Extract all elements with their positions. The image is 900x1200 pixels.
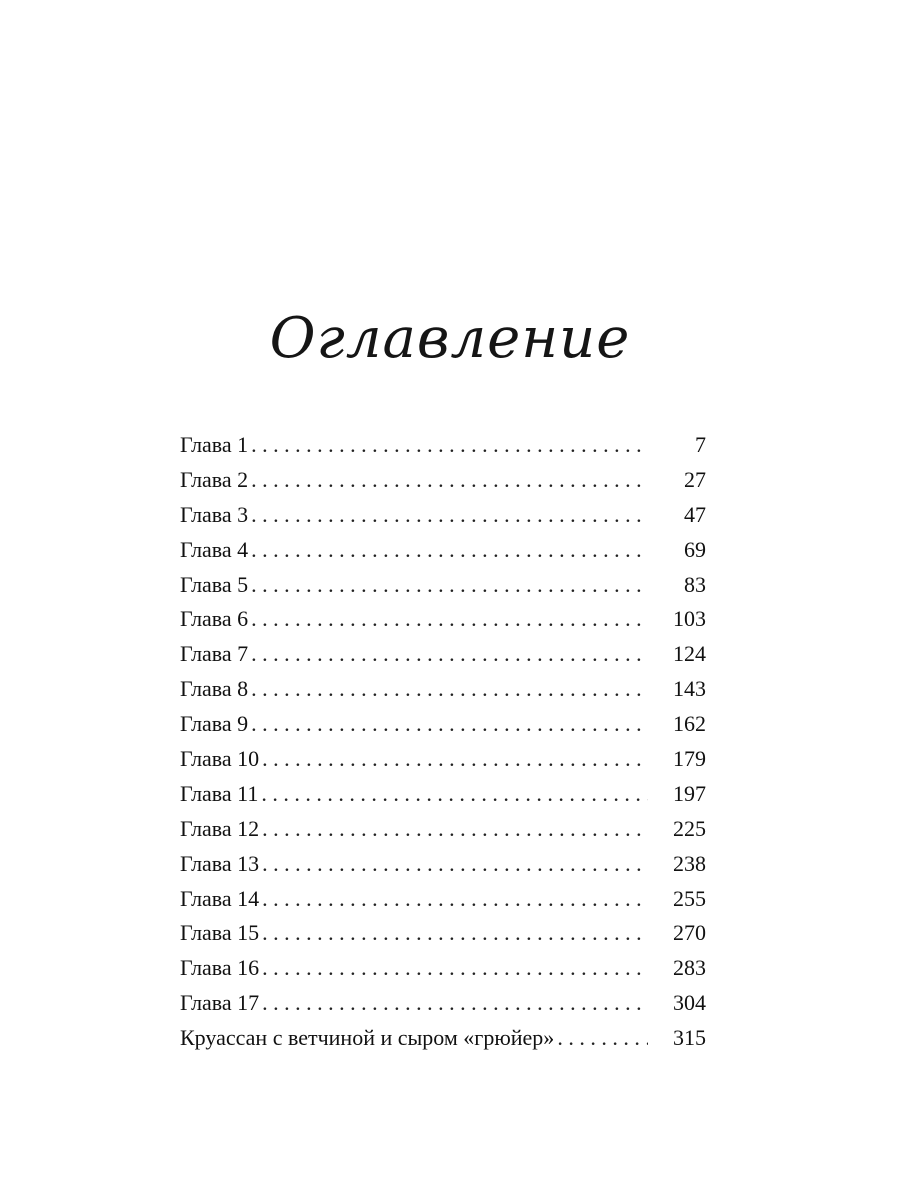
toc-entry-17 — [180, 986, 706, 1021]
dot-leader — [248, 637, 648, 672]
dot-leader — [248, 672, 648, 707]
toc-entry-page: 315 — [673, 1025, 706, 1051]
dot-leader — [248, 707, 648, 742]
toc-entry-title: Глава 9 — [180, 711, 249, 737]
toc-entry-4 — [180, 533, 706, 568]
dot-leader — [259, 951, 648, 986]
dot-leader — [248, 568, 648, 603]
table-of-contents — [180, 428, 706, 1056]
toc-entry-page: 47 — [684, 501, 706, 527]
toc-entry-page: 283 — [673, 955, 706, 981]
toc-entry-page: 179 — [673, 746, 706, 772]
toc-entry-11 — [180, 777, 706, 812]
toc-entry-page: 197 — [673, 780, 706, 806]
toc-entry-16 — [180, 951, 706, 986]
toc-entry-page: 143 — [673, 676, 706, 702]
toc-entry-15 — [180, 916, 706, 951]
toc-entry-title: Глава 2 — [180, 466, 249, 492]
toc-entry-title: Глава 16 — [180, 955, 260, 981]
dot-leader — [554, 1021, 648, 1056]
toc-entry-title: Глава 5 — [180, 571, 249, 597]
toc-entry-page: 162 — [673, 711, 706, 737]
dot-leader — [248, 602, 648, 637]
toc-entry-title: Глава 14 — [180, 885, 260, 911]
toc-entry-title: Глава 6 — [180, 606, 249, 632]
dot-leader — [259, 742, 648, 777]
toc-entry-page: 69 — [684, 536, 706, 562]
toc-entry-12 — [180, 812, 706, 847]
toc-entry-title: Глава 1 — [180, 432, 249, 457]
toc-entry-title: Глава 7 — [180, 641, 249, 667]
dot-leader — [259, 812, 648, 847]
toc-entry-page: 103 — [673, 606, 706, 632]
toc-entry-title: Глава 13 — [180, 850, 260, 876]
toc-entry-7 — [180, 637, 706, 672]
toc-entry-title: Глава 15 — [180, 920, 260, 946]
dot-leader — [248, 428, 648, 463]
toc-entry-title: Глава 3 — [180, 501, 249, 527]
dot-leader — [258, 777, 648, 812]
toc-entry-8 — [180, 672, 706, 707]
toc-entry-3 — [180, 498, 706, 533]
toc-entry-1 — [180, 428, 706, 463]
toc-entry-page: 255 — [673, 885, 706, 911]
toc-entry-18 — [180, 1021, 706, 1056]
dot-leader — [248, 463, 648, 498]
dot-leader — [259, 882, 648, 917]
dot-leader — [248, 498, 648, 533]
dot-leader — [259, 986, 648, 1021]
toc-entry-page: 83 — [684, 571, 706, 597]
toc-entry-page: 124 — [673, 641, 706, 667]
toc-entry-title: Глава 8 — [180, 676, 249, 702]
toc-entry-page: 225 — [673, 815, 706, 841]
toc-entry-5 — [180, 568, 706, 603]
toc-entry-page: 7 — [695, 432, 706, 457]
toc-entry-page: 238 — [673, 850, 706, 876]
toc-entry-title: Глава 12 — [180, 815, 260, 841]
dot-leader — [259, 916, 648, 951]
toc-entry-9 — [180, 707, 706, 742]
toc-entry-6 — [180, 602, 706, 637]
toc-entry-2 — [180, 463, 706, 498]
toc-entry-title: Глава 11 — [180, 780, 259, 806]
dot-leader — [248, 533, 648, 568]
toc-entry-title: Круассан с ветчиной и сыром «грюйер» — [180, 1025, 555, 1051]
toc-entry-14 — [180, 882, 706, 917]
toc-entry-page: 27 — [684, 466, 706, 492]
toc-entry-page: 270 — [673, 920, 706, 946]
toc-entry-title: Глава 4 — [180, 536, 249, 562]
toc-entry-title: Глава 10 — [180, 746, 260, 772]
toc-entry-title: Глава 17 — [180, 990, 260, 1016]
toc-entry-13 — [180, 847, 706, 882]
toc-entry-10 — [180, 742, 706, 777]
toc-entry-page: 304 — [673, 990, 706, 1016]
dot-leader — [259, 847, 648, 882]
page-title: Оглавление — [269, 306, 631, 371]
